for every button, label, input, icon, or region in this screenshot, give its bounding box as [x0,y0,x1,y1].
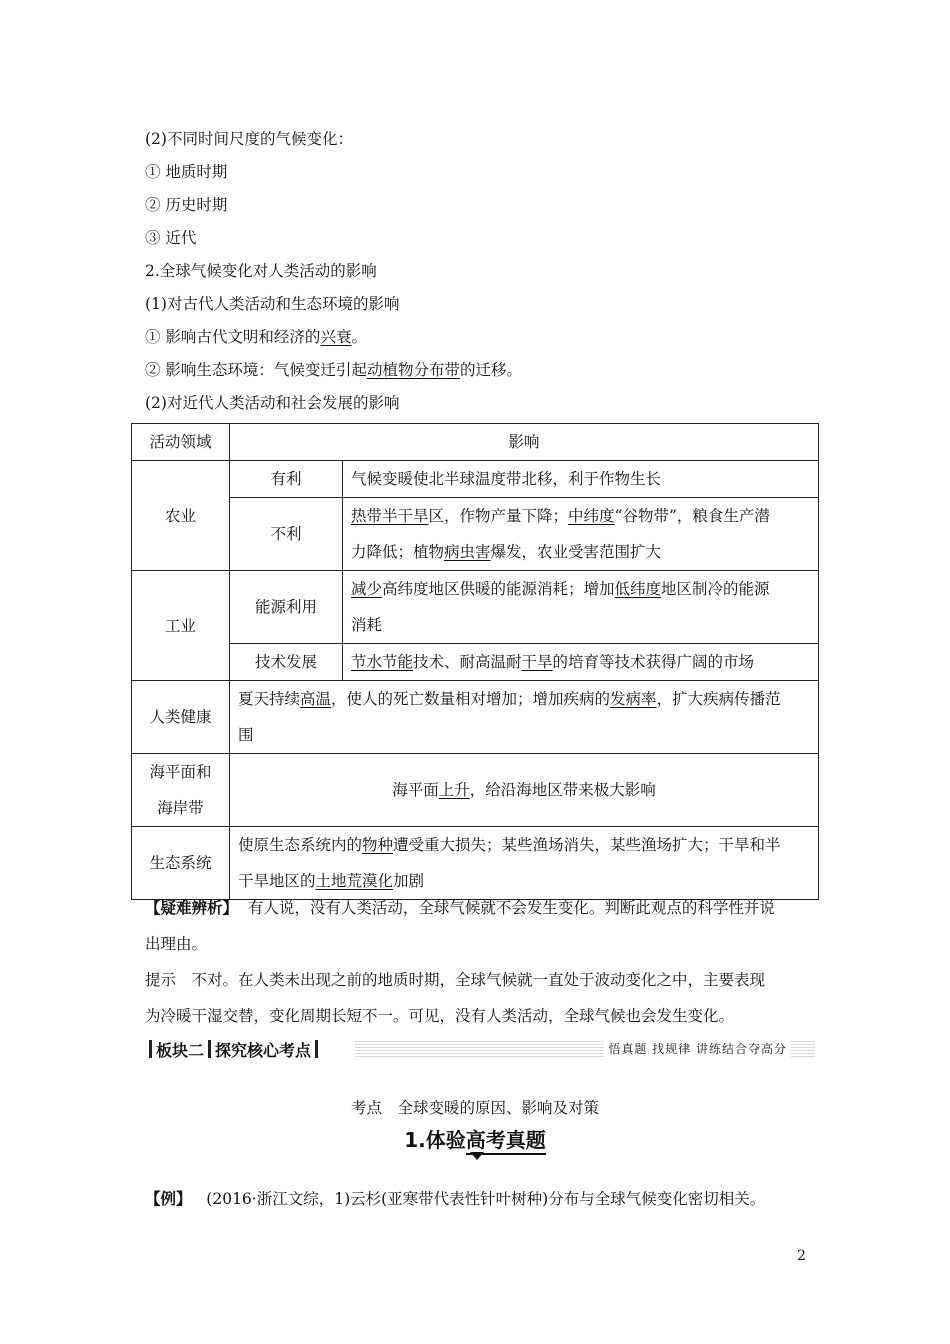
table-row [132,644,819,681]
header-impact: 影响 [230,424,819,461]
sub-favorable: 有利 [230,461,343,498]
list-item-geologic: ① 地质时期 [145,163,228,181]
header-field: 活动领域 [132,424,230,461]
sub-energy: 能源利用 [230,571,343,644]
field-industry: 工业 [132,571,230,681]
impact-table [131,423,819,900]
cell-text: 海平面上升，给沿海地区带来极大影响 [230,754,819,827]
section-banner [145,1038,815,1060]
cell-text: 节水节能技术、耐高温耐干旱的培育等技术获得广阔的市场 [343,644,819,681]
list-item-historic: ② 历史时期 [145,196,228,214]
section-heading-impacts: 2.全球气候变化对人类活动的影响 [145,262,377,280]
field-sea: 海平面和 海岸带 [132,754,230,827]
field-ecosystem: 生态系统 [132,827,230,900]
cell-text: 热带半干旱区，作物产量下降；中纬度“谷物带”，粮食生产潜 力降低；植物病虫害爆发，农业受害范围扩大 [343,498,819,571]
topic-heading: 考点 全球变暖的原因、影响及对策 [350,1099,599,1117]
sub-unfavorable: 不利 [230,498,343,571]
cell-text: 减少高纬度地区供暖的能源消耗；增加低纬度地区制冷的能源 消耗 [343,571,819,644]
table-row [132,571,819,644]
list-item-modern: ③ 近代 [145,229,197,247]
example-question: 【例】 (2016·浙江文综，1)云杉(亚寒带代表性针叶树种)分布与全球气候变化密切相关。 [145,1189,766,1208]
subheading-modern: (2)对近代人类活动和社会发展的影响 [145,394,400,412]
cell-text: 使原生态系统内的物种遭受重大损失；某些渔场消失，某些渔场扩大；干旱和半 干旱地区的土地荒漠化加剧 [230,827,819,900]
cell-text: 夏天持续高温，使人的死亡数量相对增加；增加疾病的发病率，扩大疾病传播范 围 [230,681,819,754]
cell-text: 气候变暖使北半球温度带北移，利于作物生长 [343,461,819,498]
banner-slogan: 悟真题 找规律 讲练结合夺高分 [604,1038,791,1060]
table-row [132,827,819,900]
sub-tech: 技术发展 [230,644,343,681]
field-health: 人类健康 [132,681,230,754]
table-header-row [132,424,819,461]
list-item-civilization: ① 影响古代文明和经济的兴衰。 [145,328,367,346]
field-agriculture: 农业 [132,461,230,571]
banner-block-title: 探究核心考点 [215,1040,312,1060]
difficulty-question: 【疑难辨析】 有人说，没有人类活动，全球气候就不会发生变化。判断此观点的科学性并说 [145,898,775,917]
table-row [132,498,819,571]
experience-heading: 1.体验高考真题 [0,1124,950,1153]
table-row [132,681,819,754]
subheading-time-scales: (2)不同时间尺度的气候变化： [145,130,353,148]
difficulty-question-cont: 出理由。 [145,935,208,953]
hint-answer: 提示 不对。在人类未出现之前的地质时期，全球气候就一直处于波动变化之中，主要表现 [145,971,766,989]
subheading-ancient: (1)对古代人类活动和生态环境的影响 [145,295,400,313]
hint-answer-cont: 为冷暖干湿交替，变化周期长短不一。可见，没有人类活动，全球气候也会发生变化。 [145,1007,735,1025]
table-row [132,754,819,827]
down-triangle-icon [470,1152,484,1160]
banner-block-label: 板块二 [156,1040,205,1060]
page-number: 2 [797,1248,806,1264]
list-item-ecology: ② 影响生态环境：气候变迁引起动植物分布带的迁移。 [145,361,522,379]
table-row [132,461,819,498]
